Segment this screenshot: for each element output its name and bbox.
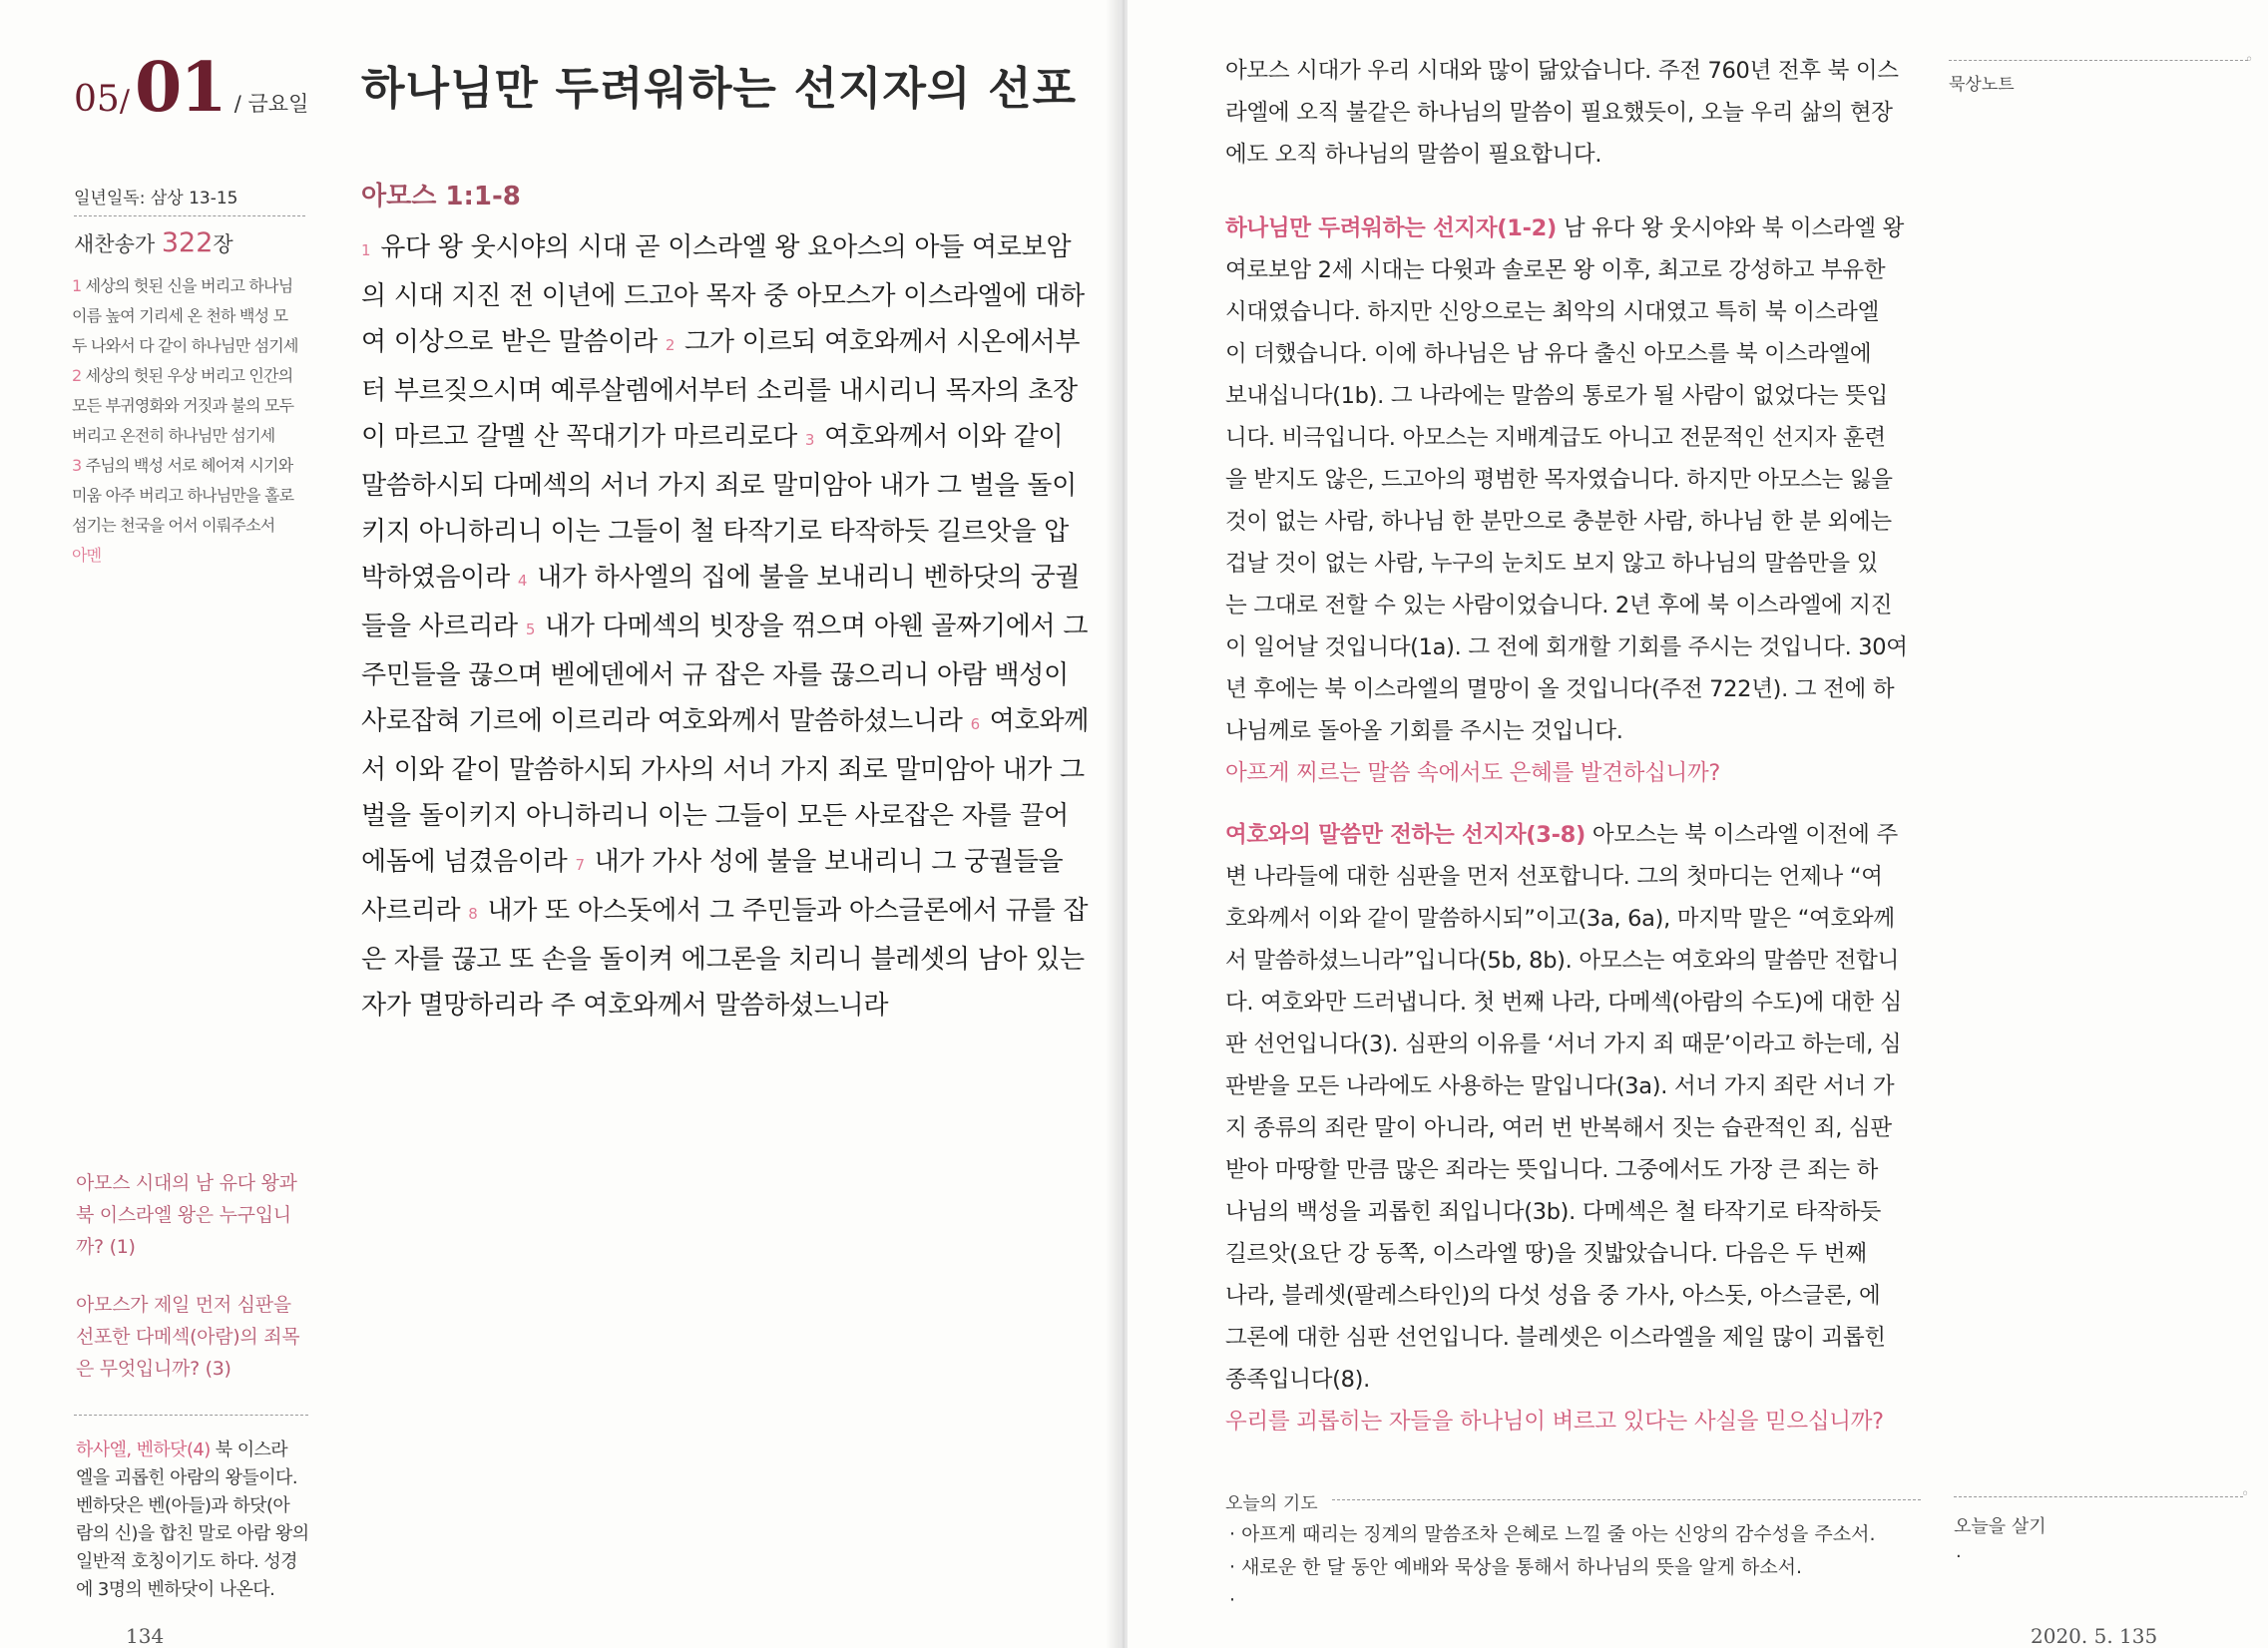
scripture-segment: 내가 또 아스돗에서 그 주민들과 아스글론에서 규를 잡 bbox=[479, 896, 1089, 926]
question-line: 선포한 다메섹(아람)의 죄목 bbox=[76, 1326, 300, 1348]
scripture-line bbox=[361, 463, 1077, 509]
section-1-first-line: 남 유다 왕 웃시야와 북 이스라엘 왕 bbox=[1557, 215, 1905, 241]
page-title: 하나님만 두려워하는 선지자의 선포 bbox=[361, 62, 1078, 115]
body-line: 시대였습니다. 하지만 신앙으로는 최악의 시대였고 특히 북 이스라엘 bbox=[1225, 299, 1879, 325]
body-line: 나라, 블레셋(팔레스타인)의 다섯 성읍 중 가사, 아스돗, 아스글론, 에 bbox=[1225, 1283, 1881, 1309]
prayer-divider bbox=[1332, 1499, 1921, 1500]
page-number-right: 2020. 5. 135 bbox=[2031, 1624, 2158, 1648]
scripture-line bbox=[361, 652, 1069, 698]
question-line: 은 무엇입니까? (3) bbox=[76, 1358, 231, 1380]
scripture-segment: 주민들을 끊으며 벧에덴에서 규 잡은 자를 끊으리니 아람 백성이 bbox=[361, 660, 1069, 690]
sidebar-divider bbox=[74, 215, 305, 216]
body-line: 니다. 비극입니다. 아모스는 지배계급도 아니고 전문적인 선지자 훈련 bbox=[1225, 425, 1886, 451]
scripture-line bbox=[361, 224, 1072, 273]
scripture-segment: 이 마르고 갈멜 산 꼭대기가 마르리로다 bbox=[361, 422, 805, 452]
hymn-lyrics bbox=[72, 271, 311, 571]
hymn-line bbox=[72, 361, 311, 391]
scripture-segment: 여호와께서 이와 같이 bbox=[816, 422, 1064, 452]
hymn-line bbox=[72, 301, 311, 331]
scripture-segment: 여 이상으로 받은 말씀이라 bbox=[361, 327, 666, 357]
body-line: 아모스 시대가 우리 시대와 많이 닮았습니다. 주전 760년 전후 북 이스 bbox=[1225, 58, 1899, 84]
verse-number: 2 bbox=[665, 336, 676, 354]
date-day: 01 bbox=[135, 48, 226, 128]
hymn-amen: 아멘 bbox=[72, 546, 102, 565]
scripture-segment: 그가 이르되 여호와께서 시온에서부 bbox=[677, 327, 1081, 357]
hymn-line bbox=[72, 481, 311, 511]
scripture-line bbox=[361, 509, 1069, 555]
body-line: 을 받지도 않은, 드고아의 평범한 목자였습니다. 하지만 아모스는 잃을 bbox=[1225, 467, 1893, 493]
section-1-heading: 하나님만 두려워하는 선지자(1-2) bbox=[1225, 215, 1558, 241]
scripture-line bbox=[361, 747, 1085, 793]
hymn-verse-number: 1 bbox=[72, 276, 82, 295]
note-line: 에 3명의 벤하닷이 나온다. bbox=[76, 1579, 275, 1600]
prayer-item: · 아프게 때리는 징계의 말씀조차 은혜로 느낄 줄 아는 신앙의 감수성을 주소서. bbox=[1229, 1523, 1876, 1545]
hymn-verse-number: 3 bbox=[72, 456, 82, 475]
hymn-line-text: 주님의 백성 서로 헤어져 시기와 bbox=[81, 456, 293, 475]
section-2-heading: 여호와의 말씀만 전하는 선지자(3-8) bbox=[1225, 822, 1586, 848]
scripture-line bbox=[361, 414, 1064, 463]
note-line: 일반적 호칭이기도 하다. 성경 bbox=[76, 1551, 297, 1572]
page-number-left: 134 bbox=[126, 1624, 165, 1648]
section-1 bbox=[1225, 207, 1924, 794]
scripture-segment: 유다 왕 웃시야의 시대 곧 이스라엘 왕 요아스의 아들 여로보암 bbox=[372, 232, 1072, 262]
scripture-segment: 내가 가사 성에 불을 보내리니 그 궁궐들을 bbox=[586, 847, 1064, 877]
living-bullet: · bbox=[1956, 1546, 1962, 1567]
scripture-segment: 말씀하시되 다메섹의 서너 가지 죄로 말미암아 내가 그 벌을 돌이 bbox=[361, 471, 1077, 501]
scripture-line bbox=[361, 839, 1064, 888]
body-line: 지 종류의 죄란 말이 아니라, 여러 번 반복해서 짓는 습관적인 죄, 심판 bbox=[1225, 1115, 1892, 1141]
scripture-segment: 에돔에 넘겼음이라 bbox=[361, 847, 576, 877]
living-today-label: 오늘을 살기 bbox=[1954, 1516, 2046, 1537]
body-line: 이 더했습니다. 이에 하나님은 남 유다 출신 아모스를 북 이스라엘에 bbox=[1225, 341, 1872, 367]
verse-number: 1 bbox=[361, 241, 371, 259]
scripture-line bbox=[361, 793, 1069, 839]
intro-paragraph bbox=[1225, 50, 1924, 176]
note-line: 벤하닷은 벤(아들)과 하닷(아 bbox=[76, 1495, 290, 1516]
scripture-text bbox=[361, 224, 1090, 1029]
prayer-list bbox=[1229, 1518, 1928, 1617]
hymn-line bbox=[72, 331, 311, 361]
note-first-line: 북 이스라 bbox=[210, 1440, 288, 1460]
hymn-line-text: 이름 높여 기리세 온 천하 백성 모 bbox=[72, 306, 288, 325]
date-slash: / bbox=[119, 84, 130, 119]
section-2-first-line: 아모스는 북 이스라엘 이전에 주 bbox=[1585, 822, 1898, 848]
memo-divider bbox=[1949, 60, 2248, 61]
body-line: 종족입니다(8). bbox=[1225, 1367, 1370, 1393]
scripture-line bbox=[361, 368, 1078, 414]
scripture-line bbox=[361, 888, 1089, 937]
scripture-segment: 들을 사르리라 bbox=[361, 612, 526, 641]
body-line: 보내십니다(1b). 그 나라에는 말씀의 통로가 될 사람이 없었다는 뜻입 bbox=[1225, 383, 1888, 409]
date-month: 05 bbox=[74, 79, 120, 120]
question-line: 까? (1) bbox=[76, 1236, 136, 1258]
hymn-line-text: 버리고 온전히 하나님만 섬기세 bbox=[72, 426, 275, 445]
body-line: 호와께서 이와 같이 말씀하시되”이고(3a, 6a), 마지막 말은 “여호와께 bbox=[1225, 906, 1895, 932]
body-line: 나님께로 돌아올 기회를 주시는 것입니다. bbox=[1225, 718, 1623, 744]
memo-note-label: 묵상노트 bbox=[1949, 75, 2015, 95]
body-line: 는 그대로 전할 수 있는 사람이었습니다. 2년 후에 북 이스라엘에 지진 bbox=[1225, 593, 1893, 618]
scripture-segment: 여호와께 bbox=[981, 706, 1090, 736]
body-line: 년 후에는 북 이스라엘의 멸망이 올 것입니다(주전 722년). 그 전에 하 bbox=[1225, 676, 1895, 702]
hymn-line-text: 모든 부귀영화와 거짓과 불의 모두 bbox=[72, 396, 294, 415]
verse-number: 7 bbox=[575, 856, 585, 874]
body-line: 서 말씀하셨느니라”입니다(5b, 8b). 아모스는 여호와의 말씀만 전합니 bbox=[1225, 948, 1900, 974]
scripture-segment: 의 시대 지진 전 이년에 드고아 목자 중 아모스가 이스라엘에 대하 bbox=[361, 281, 1085, 311]
body-line: 길르앗(요단 강 동쪽, 이스라엘 땅)을 짓밟았습니다. 다음은 두 번째 bbox=[1225, 1241, 1867, 1267]
body-line: 변 나라들에 대한 심판을 먼저 선포합니다. 그의 첫마디는 언제나 “여 bbox=[1225, 864, 1883, 890]
left-page bbox=[0, 0, 1120, 1648]
prayer-label: 오늘의 기도 bbox=[1225, 1493, 1318, 1514]
note-line: 람의 신)을 합친 말로 아람 왕의 bbox=[76, 1523, 309, 1544]
hymn-line-text: 미움 아주 버리고 하나님만을 홀로 bbox=[72, 486, 294, 505]
living-marker-icon: ◦ bbox=[2241, 1486, 2250, 1502]
body-line: 그론에 대한 심판 선언입니다. 블레셋은 이스라엘을 제일 많이 괴롭힌 bbox=[1225, 1325, 1886, 1351]
scripture-line bbox=[361, 983, 1060, 1029]
scripture-reference: 아모스 1:1-8 bbox=[361, 182, 521, 211]
date-header bbox=[74, 48, 309, 128]
date-weekday: / 금요일 bbox=[233, 92, 309, 116]
hymn-line bbox=[72, 511, 311, 541]
scripture-segment: 키지 아니하리니 이는 그들이 철 타작기로 타작하듯 길르앗을 압 bbox=[361, 517, 1069, 547]
scripture-segment: 내가 다메섹의 빗장을 꺾으며 아웬 골짜기에서 그 bbox=[537, 612, 1089, 641]
body-line: 판 선언입니다(3). 심판의 이유를 ‘서너 가지 죄 때문’이라고 하는데, 심 bbox=[1225, 1031, 1902, 1057]
glossary-note bbox=[76, 1437, 320, 1604]
hymn-line bbox=[72, 271, 311, 301]
bible-reading-plan: 일년일독: 삼상 13-15 bbox=[74, 189, 238, 208]
hymn-line-text: 섬기는 천국을 어서 이뤄주소서 bbox=[72, 516, 275, 535]
verse-number: 8 bbox=[468, 905, 478, 923]
body-line: 나님의 백성을 괴롭힌 죄입니다(3b). 다메섹은 철 타작기로 타작하듯 bbox=[1225, 1199, 1882, 1225]
hymn-label: 새찬송가 bbox=[74, 232, 156, 256]
verse-number: 4 bbox=[517, 572, 528, 590]
reflection-question: 아프게 찌르는 말씀 속에서도 은혜를 발견하십니까? bbox=[1225, 760, 1721, 786]
prayer-item: · 새로운 한 달 동안 예배와 묵상을 통해서 하나님의 뜻을 알게 하소서. bbox=[1229, 1556, 1803, 1578]
note-line: 엘을 괴롭힌 아람의 왕들이다. bbox=[76, 1467, 297, 1488]
hymn-line bbox=[72, 421, 311, 451]
note-term: 하사엘, 벤하닷(4) bbox=[76, 1440, 211, 1460]
scripture-line bbox=[361, 273, 1085, 319]
verse-number: 3 bbox=[804, 431, 815, 449]
hymn-suffix: 장 bbox=[213, 232, 233, 256]
scripture-segment: 내가 하사엘의 집에 불을 보내리니 벤하닷의 궁궐 bbox=[529, 563, 1081, 593]
body-line: 에도 오직 하나님의 말씀이 필요합니다. bbox=[1225, 142, 1602, 168]
reflection-question: 우리를 괴롭히는 자들을 하나님이 벼르고 있다는 사실을 믿으십니까? bbox=[1225, 1409, 1884, 1435]
body-line: 판받을 모든 나라에도 사용하는 말입니다(3a). 서너 가지 죄란 서너 가 bbox=[1225, 1073, 1895, 1099]
body-line: 것이 없는 사람, 하나님 한 분만으로 충분한 사람, 하나님 한 분 외에는 bbox=[1225, 509, 1892, 535]
question-line: 아모스 시대의 남 유다 왕과 bbox=[76, 1172, 297, 1194]
hymn-heading bbox=[74, 227, 233, 258]
scripture-segment: 박하였음이라 bbox=[361, 563, 518, 593]
scripture-segment: 서 이와 같이 말씀하시되 가사의 서너 가지 죄로 말미암아 내가 그 bbox=[361, 755, 1085, 785]
hymn-verse-number: 2 bbox=[72, 366, 82, 385]
scripture-line bbox=[361, 604, 1089, 652]
body-line: 받아 마땅할 만큼 많은 죄라는 뜻입니다. 그중에서도 가장 큰 죄는 하 bbox=[1225, 1157, 1879, 1183]
scripture-segment: 사르리라 bbox=[361, 896, 469, 926]
hymn-line bbox=[72, 391, 311, 421]
body-line: 다. 여호와만 드러냅니다. 첫 번째 나라, 다메섹(아람의 수도)에 대한 심 bbox=[1225, 990, 1902, 1016]
scripture-segment: 은 자를 끊고 또 손을 돌이켜 에그론을 치리니 블레셋의 남아 있는 bbox=[361, 945, 1085, 975]
memo-marker-icon: ◦ bbox=[2245, 52, 2254, 68]
verse-number: 5 bbox=[525, 620, 536, 638]
hymn-line-text: 세상의 헛된 신을 버리고 하나님 bbox=[81, 276, 293, 295]
body-line: 여로보암 2세 시대는 다윗과 솔로몬 왕 이후, 최고로 강성하고 부유한 bbox=[1225, 257, 1886, 283]
note-divider bbox=[74, 1415, 308, 1416]
scripture-line bbox=[361, 319, 1081, 368]
prayer-item: · bbox=[1229, 1589, 1236, 1611]
scripture-segment: 벌을 돌이키지 아니하리니 이는 그들이 모든 사로잡은 자를 끌어 bbox=[361, 801, 1069, 831]
hymn-line-text: 두 나와서 다 같이 하나님만 섬기세 bbox=[72, 336, 298, 355]
question-line: 아모스가 제일 먼저 심판을 bbox=[76, 1294, 291, 1316]
study-question-1 bbox=[76, 1167, 315, 1263]
living-divider bbox=[1954, 1496, 2243, 1497]
scripture-segment: 터 부르짖으시며 예루살렘에서부터 소리를 내시리니 목자의 초장 bbox=[361, 376, 1078, 406]
hymn-line-text: 세상의 헛된 우상 버리고 인간의 bbox=[81, 366, 293, 385]
hymn-line bbox=[72, 451, 311, 481]
question-line: 북 이스라엘 왕은 누구입니 bbox=[76, 1204, 291, 1226]
study-question-2 bbox=[76, 1289, 315, 1385]
scripture-line bbox=[361, 937, 1085, 983]
body-line: 겁날 것이 없는 사람, 누구의 눈치도 보지 않고 하나님의 말씀만을 있 bbox=[1225, 551, 1879, 577]
verse-number: 6 bbox=[970, 715, 980, 733]
hymn-number: 322 bbox=[161, 227, 214, 258]
scripture-line bbox=[361, 698, 1090, 747]
body-line: 라엘에 오직 불같은 하나님의 말씀이 필요했듯이, 오늘 우리 삶의 현장 bbox=[1225, 100, 1893, 126]
scripture-line bbox=[361, 555, 1081, 604]
body-line: 이 일어날 것입니다(1a). 그 전에 회개할 기회를 주시는 것입니다. 30여 bbox=[1225, 634, 1908, 660]
scripture-segment: 사로잡혀 기르에 이르리라 여호와께서 말씀하셨느니라 bbox=[361, 706, 971, 736]
section-2 bbox=[1225, 814, 1924, 1442]
scripture-segment: 자가 멸망하리라 주 여호와께서 말씀하셨느니라 bbox=[361, 991, 889, 1021]
